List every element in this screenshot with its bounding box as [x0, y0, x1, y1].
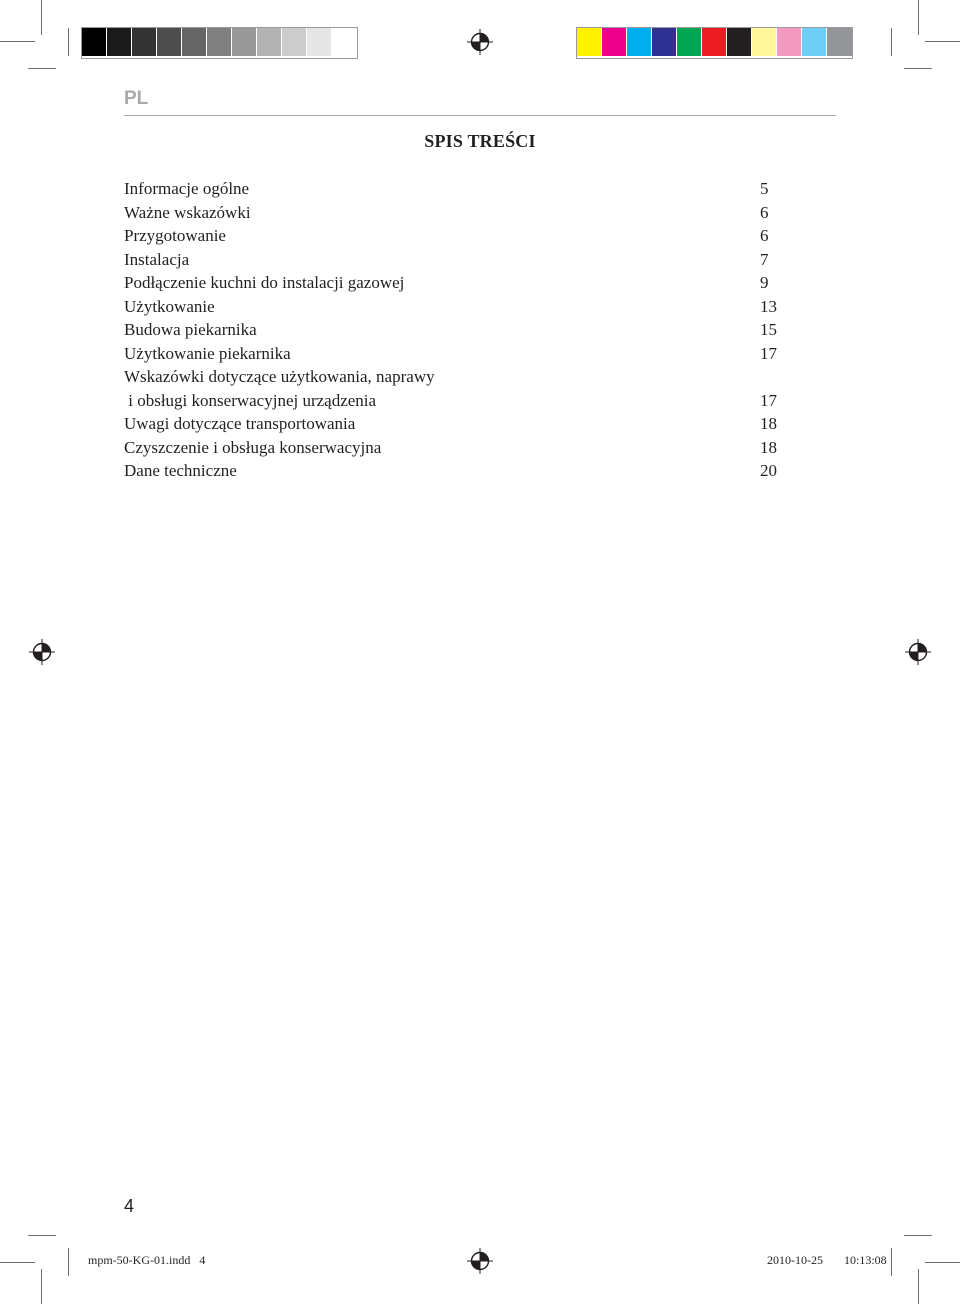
crop-mark: [904, 68, 932, 69]
toc-entry: [124, 201, 784, 225]
toc-entry-page: 17: [760, 343, 777, 363]
toc-entry-label: Wskazówki dotyczące użytkowania, naprawy: [124, 367, 435, 386]
toc-entry: [124, 224, 784, 248]
toc-entry: [124, 248, 784, 272]
toc-entry-page: 18: [760, 437, 777, 457]
color-swatch: [577, 28, 602, 56]
color-swatch: [157, 28, 182, 56]
color-swatch: [652, 28, 677, 56]
color-swatch: [827, 28, 852, 56]
language-label: PL: [124, 88, 149, 109]
color-swatch: [332, 28, 357, 56]
toc-entry: [124, 365, 784, 389]
toc-entry: [124, 389, 784, 413]
crop-mark: [891, 28, 892, 56]
toc-entry: [124, 318, 784, 342]
toc-entry-label: Czyszczenie i obsługa konserwacyjna: [124, 437, 382, 457]
toc-entry: [124, 295, 784, 319]
toc-entry-label: Budowa piekarnika: [124, 320, 257, 339]
toc-entry-label: Przygotowanie: [124, 226, 226, 245]
crop-mark: [891, 1248, 892, 1276]
toc-entry-label: Użytkowanie: [124, 296, 215, 316]
color-swatch: [232, 28, 257, 56]
crop-mark: [68, 1248, 69, 1276]
toc-entry-page: 18: [760, 414, 777, 433]
toc-entry: [124, 271, 784, 295]
color-swatch: [777, 28, 802, 56]
toc-entry: [124, 459, 784, 483]
toc-entry: [124, 412, 784, 436]
registration-target-icon: [905, 639, 931, 665]
toc-entry-label: Ważne wskazówki: [124, 202, 251, 222]
toc-entry-label: Instalacja: [124, 249, 190, 269]
toc-entry-label: Podłączenie kuchni do instalacji gazowej: [124, 273, 405, 292]
color-swatch: [182, 28, 207, 56]
page-number: 4: [124, 1196, 135, 1216]
crop-mark: [918, 0, 919, 35]
color-swatch: [257, 28, 282, 56]
crop-mark: [925, 1262, 960, 1263]
crop-mark: [41, 1269, 42, 1304]
page-title: SPIS TREŚCI: [424, 131, 536, 151]
process-color-bar: [576, 27, 853, 59]
toc-entry-label: Użytkowanie piekarnika: [124, 343, 291, 363]
color-swatch: [207, 28, 232, 56]
crop-mark: [925, 41, 960, 42]
grayscale-color-bar: [81, 27, 358, 59]
toc-entry: [124, 436, 784, 460]
color-swatch: [82, 28, 107, 56]
crop-mark: [28, 68, 56, 69]
registration-target-icon: [29, 639, 55, 665]
toc-entry-page: 5: [760, 179, 769, 198]
toc-entry: [124, 177, 784, 201]
color-swatch: [727, 28, 752, 56]
crop-mark: [41, 0, 42, 35]
color-swatch: [307, 28, 332, 56]
color-swatch: [752, 28, 777, 56]
color-swatch: [602, 28, 627, 56]
color-swatch: [282, 28, 307, 56]
toc-entry-label: Uwagi dotyczące transportowania: [124, 414, 356, 433]
toc-entry-page: 17: [760, 390, 777, 410]
header-divider: [124, 115, 836, 116]
toc-entry-page: 13: [760, 296, 777, 316]
toc-entry-page: 20: [760, 461, 777, 480]
toc-entry-label: Informacje ogólne: [124, 179, 250, 198]
registration-target-icon: [467, 1248, 493, 1274]
toc-entry-label: i obsługi konserwacyjnej urządzenia: [124, 390, 377, 410]
crop-mark: [904, 1235, 932, 1236]
slug-timestamp: 2010-10-25 10:13:08: [767, 1253, 887, 1267]
color-swatch: [677, 28, 702, 56]
toc-entry: [124, 342, 784, 366]
toc-entry-page: 15: [760, 320, 777, 339]
crop-mark: [918, 1269, 919, 1304]
crop-mark: [68, 28, 69, 56]
color-swatch: [802, 28, 827, 56]
color-swatch: [702, 28, 727, 56]
crop-mark: [28, 1235, 56, 1236]
color-swatch: [107, 28, 132, 56]
toc-entry-page: 9: [760, 273, 769, 292]
toc-entry-page: 6: [760, 202, 769, 222]
color-swatch: [627, 28, 652, 56]
toc-entry-page: 7: [760, 249, 769, 269]
crop-mark: [0, 41, 35, 42]
toc-entry-label: Dane techniczne: [124, 461, 237, 480]
toc-entry-page: 6: [760, 226, 769, 245]
registration-target-icon: [467, 29, 493, 55]
color-swatch: [132, 28, 157, 56]
crop-mark: [0, 1262, 35, 1263]
slug-filename: mpm-50-KG-01.indd 4: [88, 1253, 206, 1267]
table-of-contents: [124, 177, 784, 483]
